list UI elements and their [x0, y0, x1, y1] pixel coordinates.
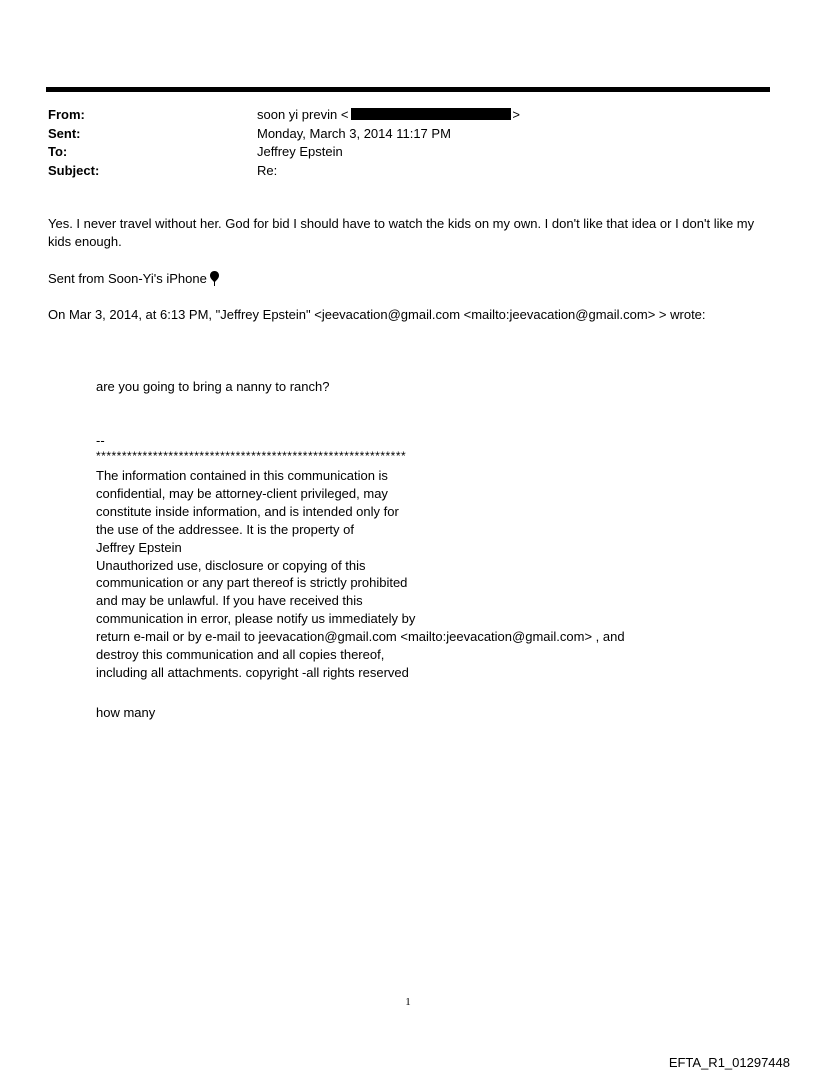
notice-line: communication in error, please notify us immediately by — [96, 611, 416, 627]
to-value: Jeffrey Epstein — [257, 144, 343, 159]
quoted-separator: -- — [96, 433, 105, 448]
notice-line: The information contained in this communication is — [96, 468, 388, 483]
email-header — [48, 107, 648, 181]
notice-line: Unauthorized use, disclosure or copying of this — [96, 557, 366, 573]
subject-label: Subject: — [48, 162, 100, 178]
quoted-question: are you going to bring a nanny to ranch? — [96, 379, 330, 394]
sent-row — [48, 126, 648, 145]
notice-line: Jeffrey Epstein — [96, 539, 182, 555]
email-body — [48, 215, 778, 251]
notice-line: destroy this communication and all copies thereof, — [96, 647, 385, 663]
signature — [48, 271, 219, 286]
document-id: EFTA_R1_01297448 — [668, 1055, 790, 1070]
confidentiality-notice — [96, 467, 625, 682]
from-name: soon yi previn < — [257, 107, 349, 122]
quote-intro: On Mar 3, 2014, at 6:13 PM, "Jeffrey Epstein" <jeevacation@gmail.com <mailto:jeevacation@gmail.com> > wrote: — [48, 307, 706, 322]
notice-line: communication or any part thereof is strictly prohibited — [96, 575, 408, 591]
asterisk-divider: ************************************************************ — [96, 449, 407, 463]
notice-line: including all attachments. copyright -all rights reserved — [96, 664, 409, 680]
signature-text: Sent from Soon-Yi's iPhone — [48, 271, 207, 286]
from-close: > — [512, 107, 521, 122]
quoted-closing: how many — [96, 705, 156, 720]
subject-row — [48, 163, 648, 182]
redaction-block — [351, 108, 511, 120]
page-number: 1 — [405, 996, 411, 1008]
notice-line: the use of the addressee. It is the property of — [96, 521, 354, 537]
notice-line: return e-mail or by e-mail to jeevacation@gmail.com <mailto:jeevacation@gmail.com> , and — [96, 629, 625, 645]
balloon-icon — [210, 271, 219, 286]
from-value — [257, 107, 520, 122]
to-label: To: — [48, 144, 68, 159]
header-rule — [46, 87, 770, 92]
from-row — [48, 107, 648, 126]
notice-line: and may be unlawful. If you have received this — [96, 593, 363, 609]
from-label: From: — [48, 107, 85, 122]
notice-line: confidential, may be attorney-client privileged, may — [96, 485, 388, 501]
reply-text: Yes. I never travel without her. God for bid I should have to watch the kids on my own. I don't like that idea or I don't like my kids enough. — [48, 216, 755, 249]
to-row — [48, 144, 648, 163]
sent-label: Sent: — [48, 125, 81, 141]
sent-value: Monday, March 3, 2014 11:17 PM — [257, 125, 451, 141]
subject-value: Re: — [257, 162, 278, 178]
notice-line: constitute inside information, and is intended only for — [96, 503, 399, 519]
